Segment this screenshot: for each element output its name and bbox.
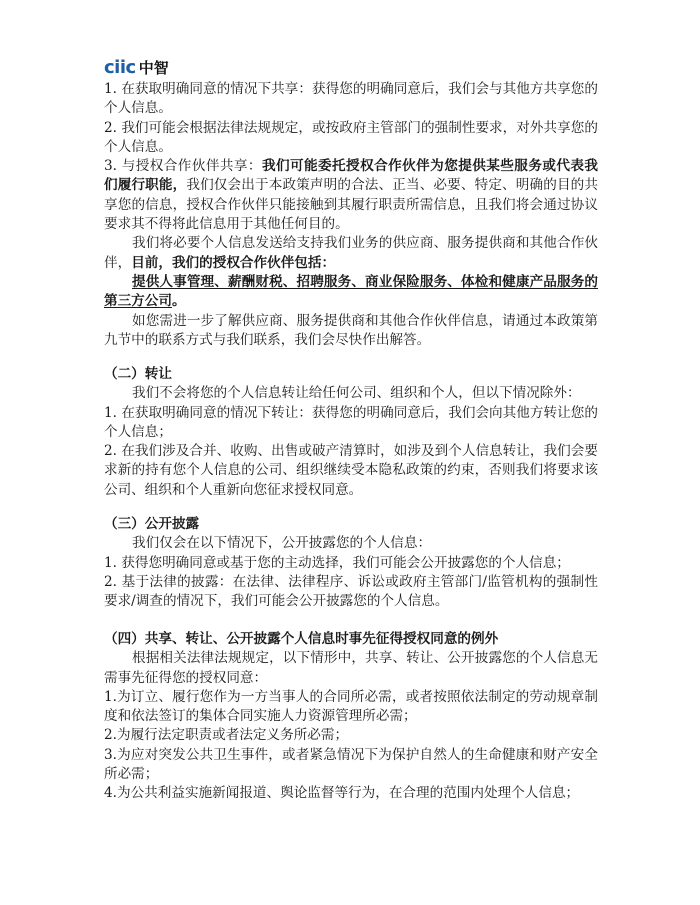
bold-text: 第三方公司 <box>104 293 172 310</box>
body-text: 4.为公共利益实施新闻报道、舆论监督等行为，在合理的范围内处理个人信息； <box>104 785 580 802</box>
text-line <box>104 138 598 157</box>
body-text: 要求其不得将此信息用于其他任何目的。 <box>104 216 349 233</box>
section-public-disclosure <box>104 515 598 611</box>
text-line <box>104 784 598 803</box>
text-line <box>104 254 598 273</box>
section-transfer <box>104 365 598 500</box>
text-line <box>104 312 598 331</box>
text-line <box>104 688 598 707</box>
body-text: 1. 在获取明确同意的情况下转让：获得您的明确同意后，我们会向其他方转让您的 <box>104 404 598 421</box>
bold-text: 。 <box>171 293 186 310</box>
body-text: 3. 与授权合作伙伴共享： <box>104 158 262 175</box>
body-text: 2. 在我们涉及合并、收购、出售或破产清算时，如涉及到个人信息转让，我们会要 <box>104 443 598 460</box>
text-line <box>104 157 598 176</box>
section-sharing <box>104 80 598 350</box>
text-line <box>104 726 598 745</box>
bold-text: 我们可能委托授权合作伙伴为您提供某些服务或代表我 <box>261 158 599 175</box>
body-text: 公司、组织和个人重新向您征求授权同意。 <box>104 481 363 498</box>
body-text: 1.为订立、履行您作为一方当事人的合同所必需，或者按照依法制定的劳动规章制 <box>104 688 598 705</box>
section-heading: （四）共享、转让、公开披露个人信息时事先征得授权同意的例外 <box>104 631 499 647</box>
text-line <box>104 707 598 726</box>
body-text: 个人信息； <box>104 423 172 440</box>
logo-text-cn: 中智 <box>138 58 169 77</box>
text-line <box>104 573 598 592</box>
body-text: 个人信息。 <box>104 138 172 155</box>
bold-text: 提供人事管理、薪酬财税、招聘服务、商业保险服务、体检和健康产品服务的 <box>132 273 598 290</box>
text-line <box>104 746 598 765</box>
body-text: 伴， <box>104 254 132 271</box>
text-line <box>104 80 598 99</box>
text-line <box>104 215 598 234</box>
text-line <box>104 119 598 138</box>
body-text: 要求/调查的情况下，我们可能会公开披露您的个人信息。 <box>104 593 449 610</box>
text-line <box>104 649 598 668</box>
text-line <box>104 404 598 423</box>
body-text: 我们仅会在以下情况下，公开披露您的个人信息： <box>132 535 432 552</box>
bold-text: 们履行职能， <box>104 177 187 194</box>
text-line <box>104 331 598 350</box>
body-text: 我们将必要个人信息发送给支持我们业务的供应商、服务提供商和其他合作伙 <box>132 235 598 252</box>
text-line <box>104 99 598 118</box>
text-line <box>104 384 598 403</box>
body-text: 求新的持有您个人信息的公司、组织继续受本隐私政策的约束，否则我们将要求该 <box>104 462 598 479</box>
text-line <box>104 234 598 253</box>
text-line <box>104 669 598 688</box>
section-heading: （三）公开披露 <box>104 516 200 532</box>
body-text: 我们不会将您的个人信息转让给任何公司、组织和个人，但以下情况除外： <box>132 385 581 402</box>
ciic-logo <box>104 57 169 77</box>
body-text: 1. 在获取明确同意的情况下共享：获得您的明确同意后，我们会与其他方共享您的 <box>104 81 598 97</box>
body-text: 2. 我们可能会根据法律法规规定，或按政府主管部门的强制性要求，对外共享您的 <box>104 119 598 136</box>
text-line <box>104 423 598 442</box>
body-text: 我们仅会出于本政策声明的合法、正当、必要、特定、明确的目的共 <box>186 177 599 194</box>
text-line <box>104 196 598 215</box>
text-line <box>104 554 598 573</box>
text-line <box>104 534 598 553</box>
body-text: 2.为履行法定职责或者法定义务所必需； <box>104 727 349 744</box>
logo-text-en: ciic <box>104 56 136 78</box>
section-consent-exceptions <box>104 630 598 804</box>
body-text: 所必需； <box>104 766 159 783</box>
section-heading: （二）转让 <box>104 366 172 382</box>
text-line <box>104 176 598 195</box>
text-line <box>104 442 598 461</box>
text-line <box>104 292 598 311</box>
bold-text: 目前，我们的授权合作伙伴包括： <box>131 254 336 271</box>
body-text: 享您的信息，授权合作伙伴只能接触到其履行职责所需信息，且我们将会通过协议 <box>104 196 598 213</box>
body-text: 3.为应对突发公共卫生事件，或者紧急情况下为保护自然人的生命健康和财产安全 <box>104 746 598 763</box>
text-line <box>104 273 598 292</box>
body-text: 个人信息。 <box>104 100 172 117</box>
text-line <box>104 461 598 480</box>
text-line <box>104 765 598 784</box>
body-text: 根据相关法律法规规定，以下情形中，共享、转让、公开披露您的个人信息无 <box>132 650 598 667</box>
text-line <box>104 481 598 500</box>
text-line <box>104 592 598 611</box>
body-text: 度和依法签订的集体合同实施人力资源管理所必需； <box>104 708 417 725</box>
body-text: 2. 基于法律的披露：在法律、法律程序、诉讼或政府主管部门/监管机构的强制性 <box>104 573 598 590</box>
body-text: 九节中的联系方式与我们联系，我们会尽快作出解答。 <box>104 331 431 348</box>
body-text: 需事先征得您的授权同意： <box>104 669 268 686</box>
body-text: 1. 获得您明确同意或基于您的主动选择，我们可能会公开披露您的个人信息； <box>104 554 570 571</box>
body-text: 如您需进一步了解供应商、服务提供商和其他合作伙伴信息，请通过本政策第 <box>132 312 598 329</box>
